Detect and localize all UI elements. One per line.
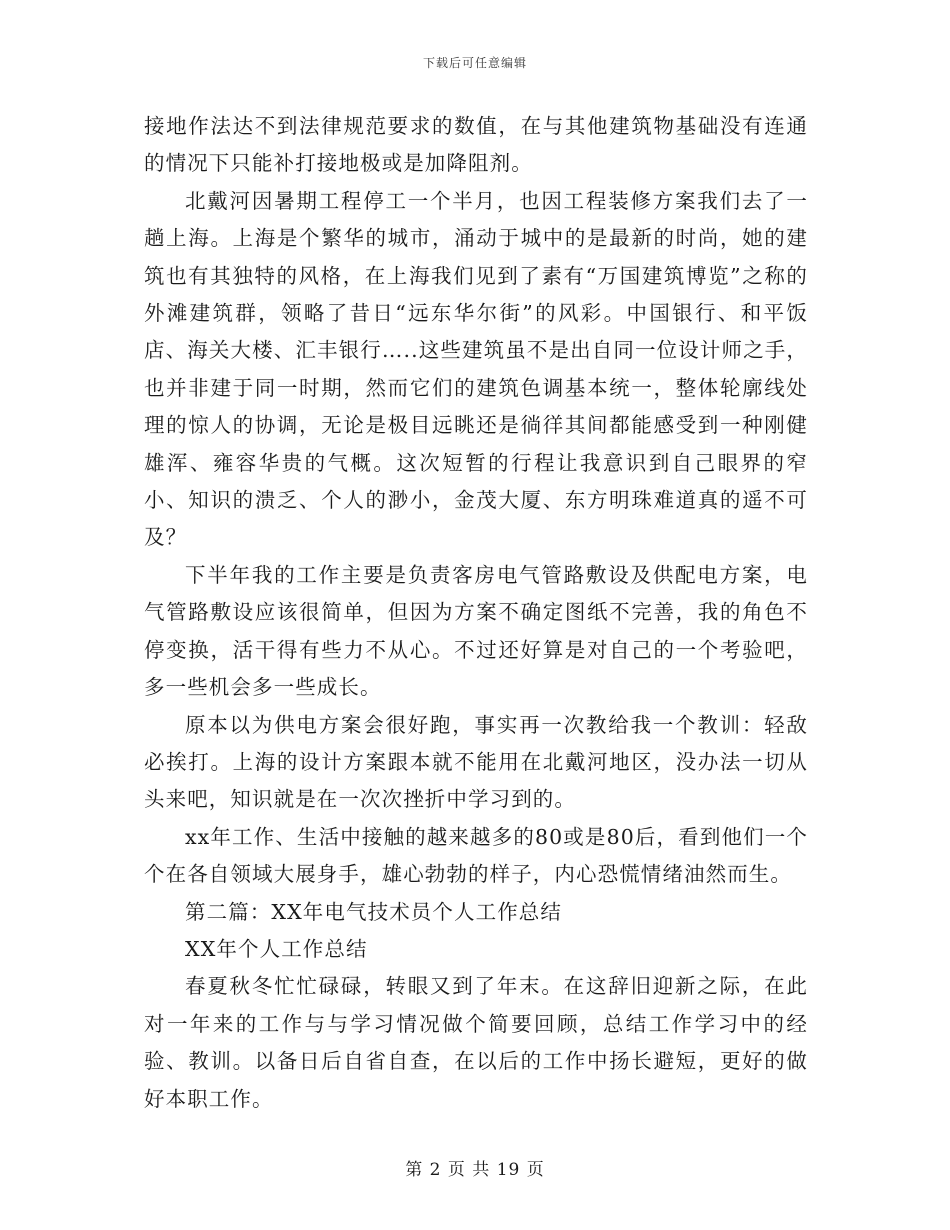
page-header-note: 下载后可任意编辑 [422,56,527,70]
page-number-label: 第 2 页 共 19 页 [405,1160,545,1180]
paragraph: xx年工作、生活中接触的越来越多的80或是80后，看到他们一个个在各自领域大展身手，雄心勃勃的样子，内心恐慌情绪油然而生。 [144,824,808,887]
paragraph: 春夏秋冬忙忙碌碌，转眼又到了年末。在这辞旧迎新之际，在此对一年来的工作与与学习情况做个简要回顾，总结工作学习中的经验、教训。以备日后自省自查，在以后的工作中扬长避短，更好的做好本职工作。 [144,974,808,1111]
subheading: XX年个人工作总结 [185,936,368,961]
document-body [144,108,808,1118]
paragraph: 接地作法达不到法律规范要求的数值，在与其他建筑物基础没有连通的情况下只能补打接地极或是加降阻剂。 [144,114,808,176]
section-heading: 第二篇：XX年电气技术员个人工作总结 [185,899,562,924]
page-footer [0,1155,950,1180]
paragraph: 下半年我的工作主要是负责客房电气管路敷设及供配电方案，电气管路敷设应该很简单，但因为方案不确定图纸不完善，我的角色不停变换，活干得有些力不从心。不过还好算是对自己的一个考验吧，多一些机会多一些成长。 [144,562,808,700]
paragraph: 北戴河因暑期工程停工一个半月，也因工程装修方案我们去了一趟上海。上海是个繁华的城市，涌动于城中的是最新的时尚，她的建筑也有其独特的风格，在上海我们见到了素有“万国建筑博览”之称的外滩建筑群，领略了昔日“远东华尔街”的风彩。中国银行、和平饭店、海关大楼、汇丰银行…..这些建筑虽不是出自同一位设计师之手，也并非建于同一时期，然而它们的建筑色调基本统一，整体轮廓线处理的惊人的协调，无论是极目远眺还是徜徉其间都能感受到一种刚健雄浑、雍容华贵的气概。这次短暂的行程让我意识到自己眼界的窄小、知识的溃乏、个人的渺小，金茂大厦、东方明珠难道真的遥不可及？ [144,188,808,550]
paragraph: 原本以为供电方案会很好跑，事实再一次教给我一个教训：轻敌必挨打。上海的设计方案跟本就不能用在北戴河地区，没办法一切从头来吧，知识就是在一次次挫折中学习到的。 [144,712,808,812]
